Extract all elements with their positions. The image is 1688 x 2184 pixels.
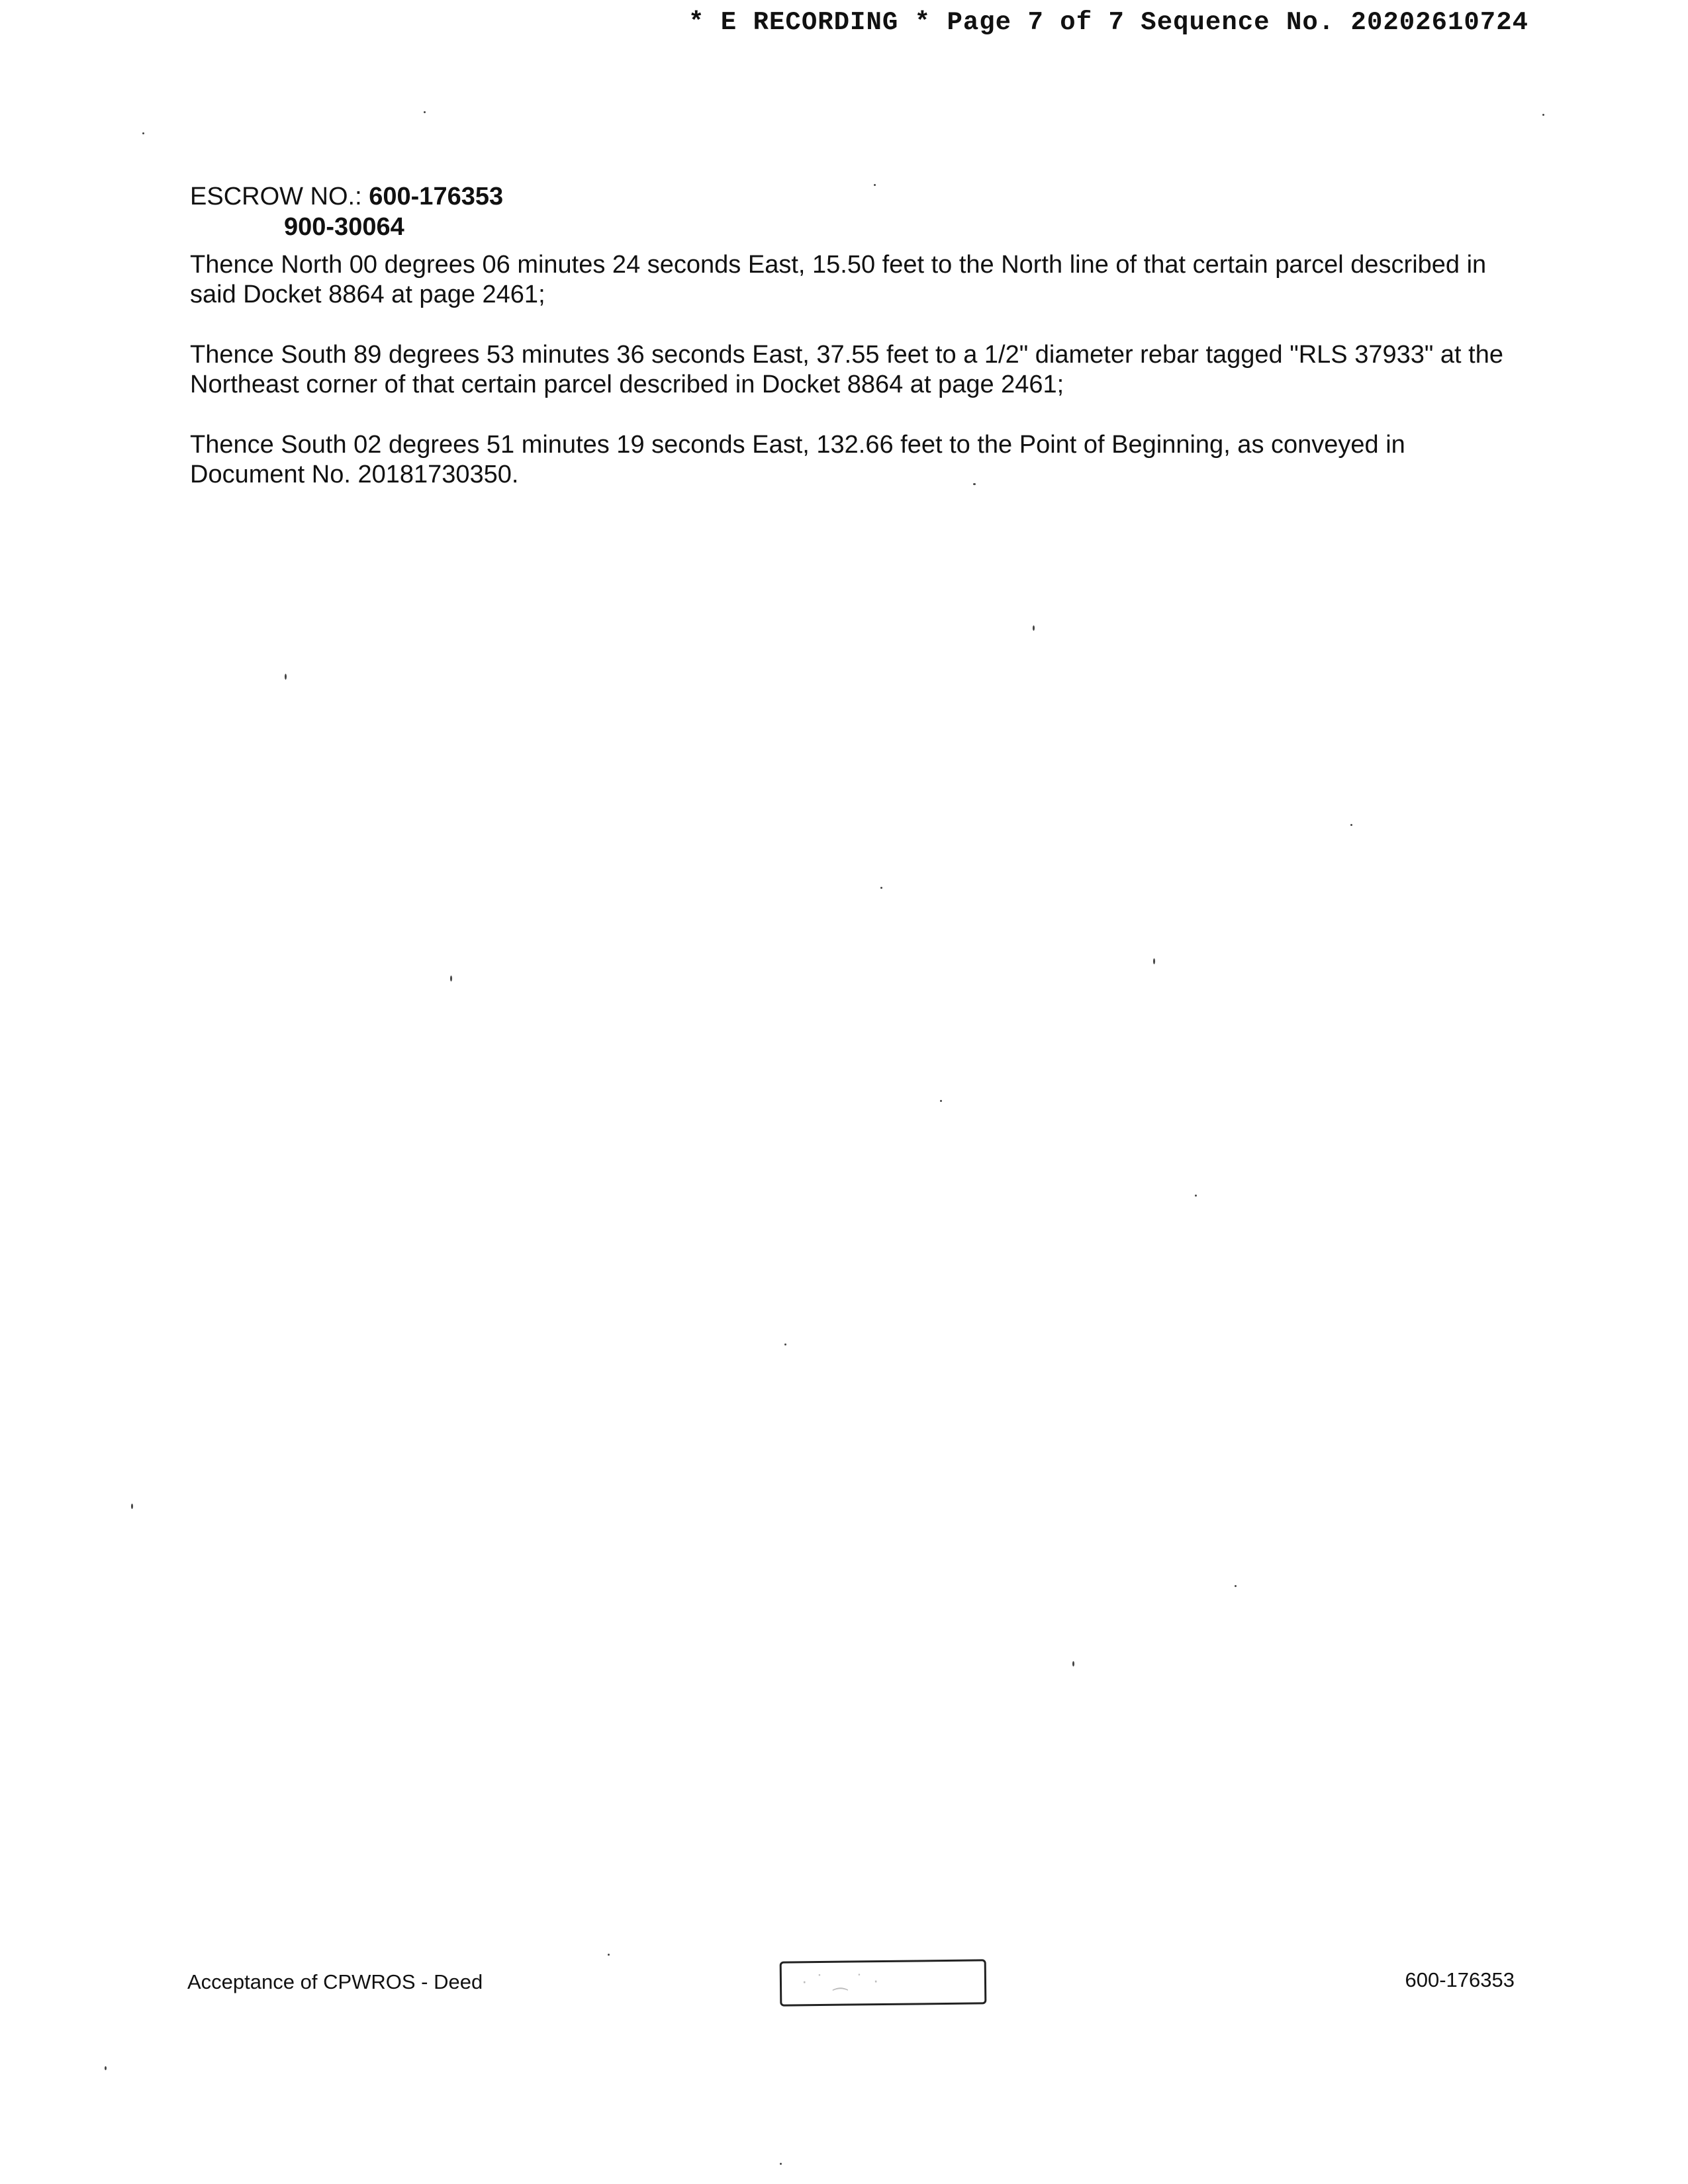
legal-description [190, 250, 1521, 520]
scan-speck [1153, 958, 1155, 964]
scan-speck [880, 887, 882, 889]
escrow-number-secondary: 900-30064 [284, 213, 404, 241]
recording-header: * E RECORDING * Page 7 of 7 Sequence No. 20202610724 [688, 8, 1528, 37]
scan-speck [608, 1954, 610, 1956]
scan-speck [1542, 114, 1544, 116]
scan-speck [424, 111, 426, 113]
scan-speck [973, 483, 976, 485]
footer-escrow-number: 600-176353 [1405, 1968, 1515, 1991]
escrow-line [190, 181, 503, 212]
paragraph-south-02: Thence South 02 degrees 51 minutes 19 seconds East, 132.66 feet to the Point of Beginning, as conveyed in Document No. 20181730350. [190, 431, 1405, 488]
scan-speck [285, 674, 287, 680]
escrow-block [190, 181, 503, 242]
scan-speck [131, 1504, 133, 1509]
scan-speck [784, 1343, 786, 1345]
scan-speck [105, 2066, 107, 2070]
scan-speck [1072, 1661, 1074, 1666]
footer-document-title: Acceptance of CPWROS - Deed [187, 1970, 483, 1993]
escrow-number-primary: 600-176353 [369, 183, 504, 210]
paragraph-north: Thence North 00 degrees 06 minutes 24 seconds East, 15.50 feet to the North line of that certain parcel described in said Docket 8864 at page 2461; [190, 251, 1487, 308]
scan-speck [450, 976, 452, 981]
faint-stamp-mark: · ˙ ⁔ ˙ · [801, 1970, 882, 1991]
scan-speck [940, 1100, 942, 1102]
scan-speck [1350, 824, 1352, 826]
scan-speck [1235, 1585, 1237, 1587]
paragraph-south-89: Thence South 89 degrees 53 minutes 36 seconds East, 37.55 feet to a 1/2" diameter rebar tagged "RLS 37933" at the Northeast corner of that certain parcel described in Docket 8864 at page 2461; [190, 341, 1503, 398]
scan-speck [780, 2163, 782, 2165]
scan-speck [142, 132, 144, 134]
scan-speck [1033, 625, 1035, 631]
scan-speck [1195, 1195, 1197, 1197]
scan-speck [874, 184, 876, 186]
escrow-label: ESCROW NO.: [190, 183, 362, 210]
faint-stamp-box [780, 1959, 987, 2006]
